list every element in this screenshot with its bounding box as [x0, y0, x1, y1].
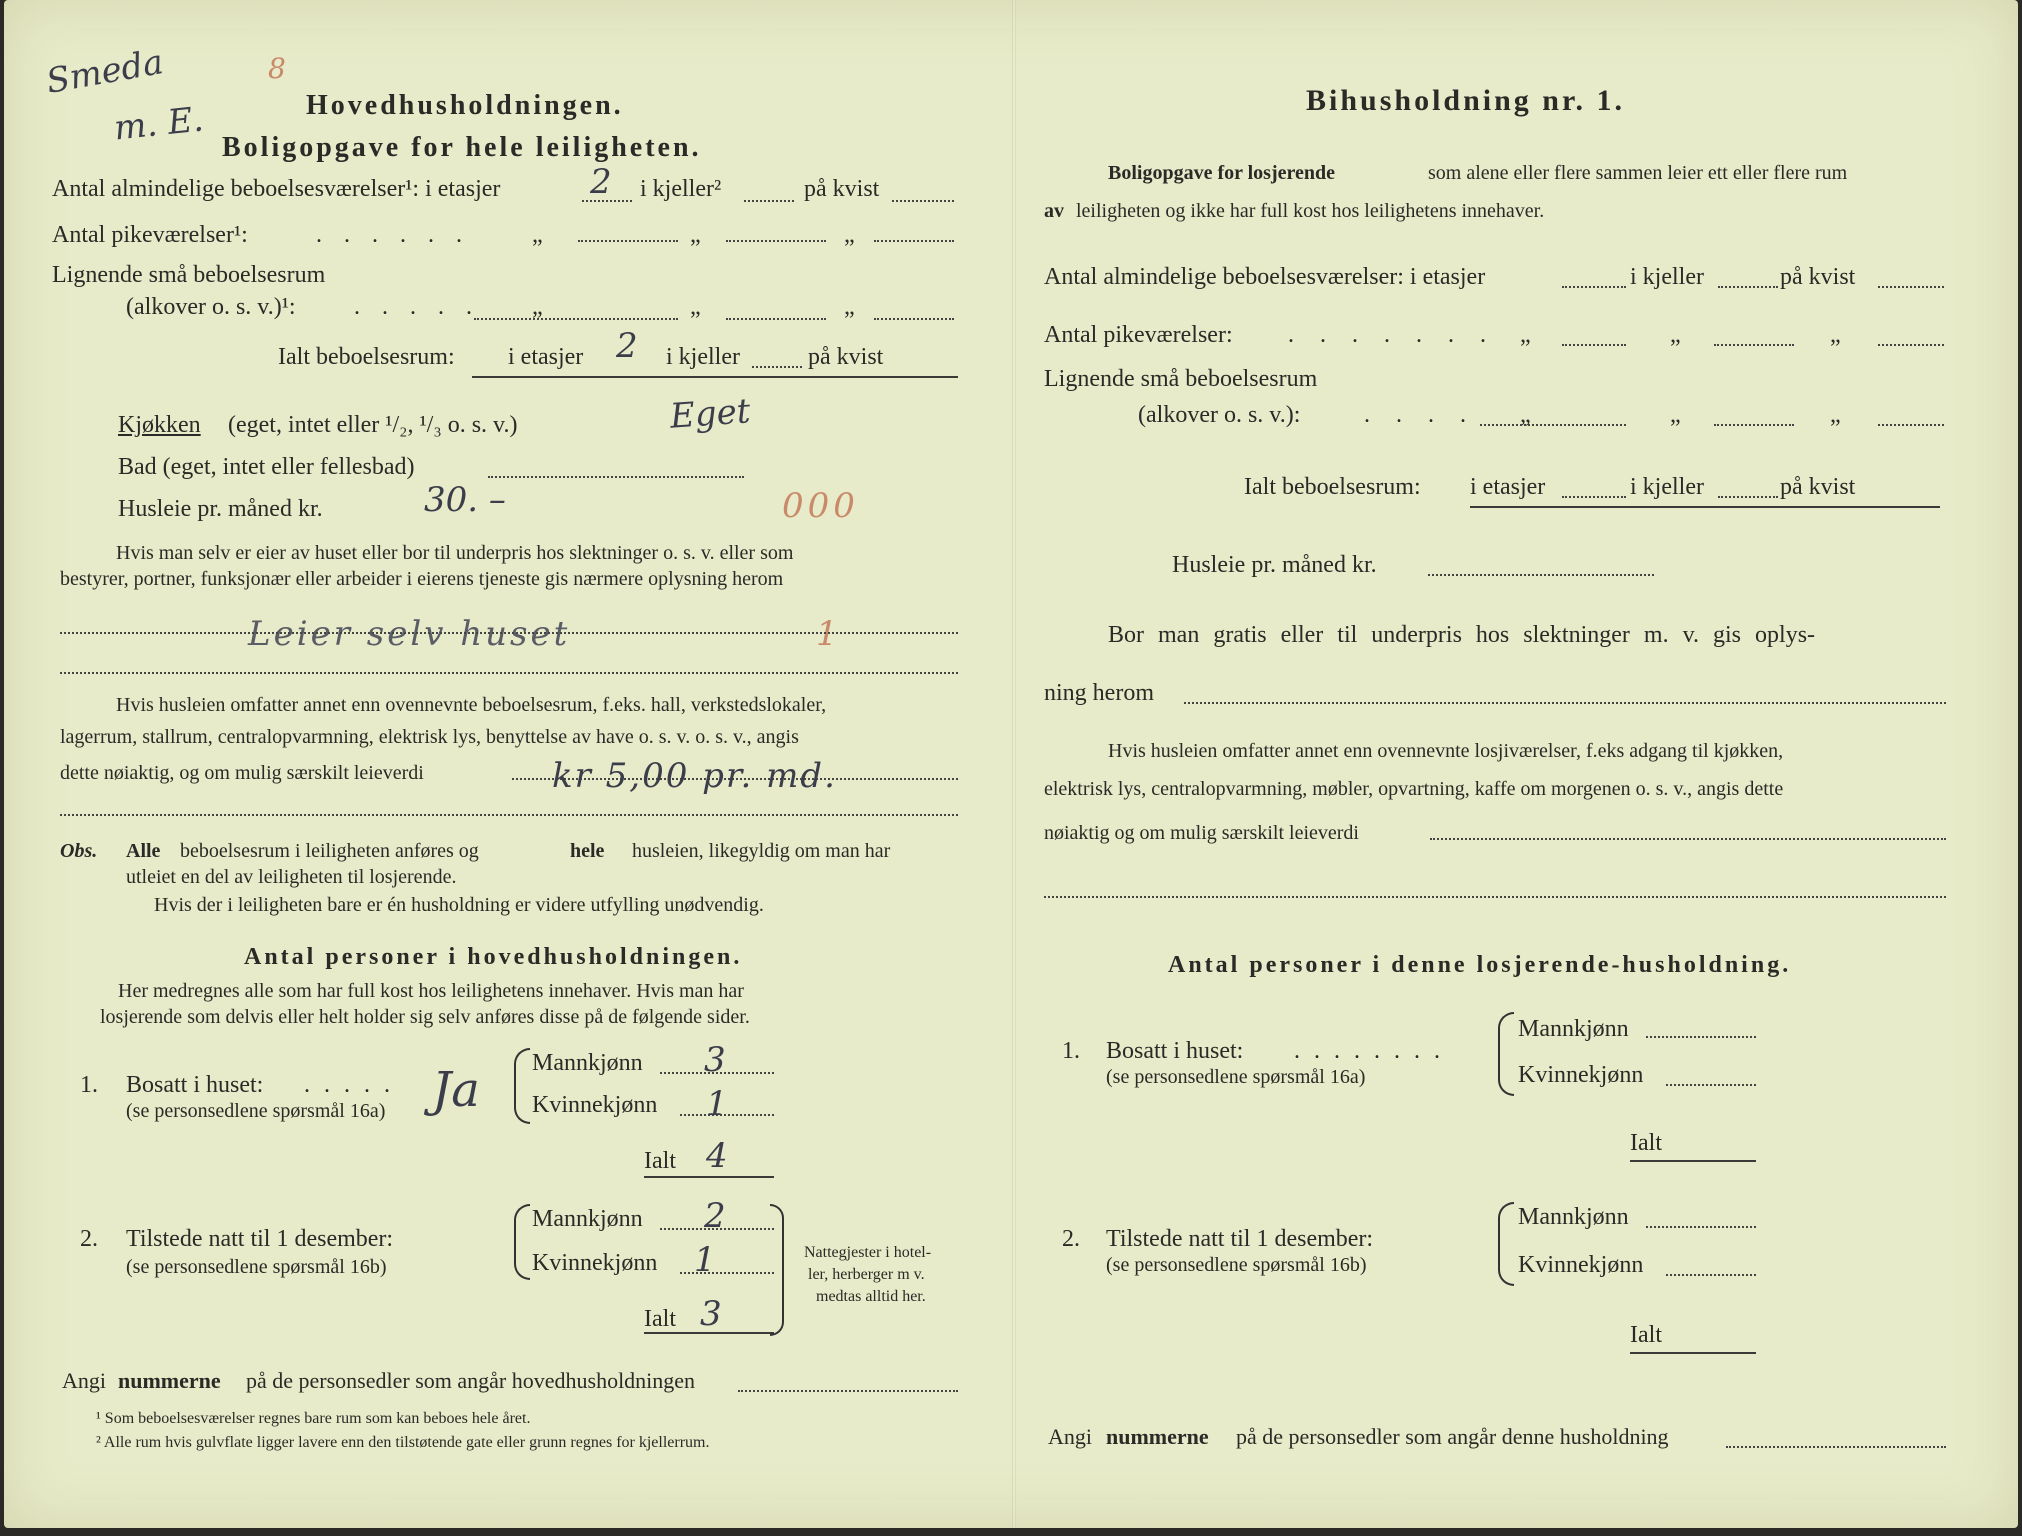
left-lign-q3: „: [844, 294, 855, 320]
left-antal-label: Antal almindelige beboelsesværelser¹: i etasjer: [52, 176, 501, 202]
left-nattegjester-1: Nattegjester i hotel-: [804, 1244, 932, 1261]
left-ialt-kjeller-line: [752, 366, 802, 368]
left-q2-kvinne: Kvinnekjønn: [532, 1250, 658, 1276]
left-ialt-kjeller: i kjeller: [666, 344, 740, 370]
handwritten-eier-red: 1: [816, 614, 838, 654]
left-angi-a: Angi: [62, 1368, 106, 1393]
left-ialt-label: Ialt beboelsesrum:: [278, 344, 455, 370]
left-husleie-label: Husleie pr. måned kr.: [118, 496, 323, 522]
left-omfatter-line-2: [60, 814, 958, 816]
left-q2-mann: Mannkjønn: [532, 1206, 643, 1232]
right-pike-line-3: [1878, 344, 1944, 346]
left-persons-note-2: losjerende som delvis eller helt holder sig selv anføres disse på de følgende sider.: [100, 1006, 750, 1028]
right-q2-kvinne-line: [1666, 1274, 1756, 1276]
left-ialt-etasjer: i etasjer: [508, 344, 584, 370]
left-eier-line-1: [60, 632, 958, 634]
right-q2-number: 2.: [1062, 1226, 1080, 1252]
left-q1-dots: . . . . .: [304, 1072, 394, 1098]
right-lign-line-2: [1714, 424, 1794, 426]
left-pike-q3: „: [844, 222, 855, 248]
left-q1-kvinne: Kvinnekjønn: [532, 1092, 658, 1118]
right-ialt-etasjer-line: [1562, 496, 1626, 498]
right-q1-dots: . . . . . . . .: [1294, 1038, 1444, 1064]
right-lign-label-2: (alkover o. s. v.):: [1138, 402, 1301, 428]
right-omfatter-3: nøiaktig og om mulig særskilt leieverdi: [1044, 822, 1359, 844]
left-q2-ialt: Ialt: [644, 1306, 676, 1332]
right-gratis-2: ning herom: [1044, 680, 1154, 706]
right-title: Bihusholdning nr. 1.: [1306, 84, 1626, 117]
left-lign-line-1: [474, 318, 678, 320]
left-q2-right-brace: [770, 1204, 784, 1336]
left-pike-line-1: [578, 240, 678, 242]
right-q1-kvinne: Kvinnekjønn: [1518, 1062, 1644, 1088]
handwritten-q1-kvinne: 1: [706, 1084, 728, 1124]
right-omfatter-line-2: [1044, 896, 1946, 898]
right-omfatter-line: [1430, 838, 1946, 840]
left-q1-number: 1.: [80, 1072, 98, 1098]
right-q2-ialt-line: [1630, 1352, 1756, 1354]
left-obs-3: Hvis der i leiligheten bare er én husholdning er videre utfylling unødvendig.: [154, 894, 764, 916]
left-lign-line-3: [874, 318, 954, 320]
right-pike-line-2: [1714, 344, 1794, 346]
right-lign-q1: „: [1520, 402, 1531, 428]
left-q2-sub: (se personsedlene spørsmål 16b): [126, 1256, 387, 1278]
right-q2-label: Tilstede natt til 1 desember:: [1106, 1226, 1374, 1252]
left-pike-line-2: [726, 240, 826, 242]
left-obs-1d: husleien, likegyldig om man har: [632, 840, 891, 862]
right-omfatter-2: elektrisk lys, centralopvarmning, møbler, opvartning, kaffe om morgenen o. s. v., angis dette: [1044, 778, 1784, 800]
left-nattegjester-3: medtas alltid her.: [816, 1288, 926, 1305]
right-ialt-kjeller-line: [1718, 496, 1778, 498]
handwritten-q1-ialt: 4: [706, 1136, 728, 1176]
left-antal-kvist: på kvist: [804, 176, 880, 202]
left-pike-dots: . . . . . .: [316, 222, 470, 248]
right-husleie-line: [1428, 574, 1654, 576]
left-pike-q1: „: [532, 222, 543, 248]
left-pike-label: Antal pikeværelser¹:: [52, 222, 248, 248]
left-lign-line-2: [726, 318, 826, 320]
left-persons-note-1: Her medregnes alle som har full kost hos leilighetens innehaver. Hvis man har: [118, 980, 744, 1002]
handwritten-leieverdi: kr 5,00 pr. md.: [552, 756, 837, 796]
right-ialt-underline: [1470, 506, 1940, 508]
right-q2-ialt: Ialt: [1630, 1322, 1662, 1348]
handwritten-q2-mann: 2: [704, 1196, 726, 1236]
left-antal-kvist-line: [892, 200, 954, 202]
right-ialt-kvist: på kvist: [1780, 474, 1856, 500]
left-subtitle: Boligopgave for hele leiligheten.: [222, 132, 702, 163]
left-lign-label-2: (alkover o. s. v.)¹:: [126, 294, 296, 320]
left-antal-kjeller-line: [744, 200, 794, 202]
left-q1-sub: (se personsedlene spørsmål 16a): [126, 1100, 386, 1122]
right-intro-rest: som alene eller flere sammen leier ett eller flere rum: [1428, 162, 1848, 184]
right-q2-sub: (se personsedlene spørsmål 16b): [1106, 1254, 1367, 1276]
right-angi-line: [1726, 1446, 1946, 1448]
handwritten-q2-ialt: 3: [700, 1294, 722, 1334]
right-persons-title: Antal personer i denne losjerende-husholdning.: [1168, 952, 1792, 978]
right-q1-sub: (se personsedlene spørsmål 16a): [1106, 1066, 1366, 1088]
right-pike-label: Antal pikeværelser:: [1044, 322, 1233, 348]
left-pike-q2: „: [690, 222, 701, 248]
right-lign-label-1: Lignende små beboelsesrum: [1044, 366, 1318, 392]
left-q1-ialt-line: [644, 1176, 774, 1178]
left-obs-2: utleiet en del av leiligheten til losjerende.: [126, 866, 457, 888]
right-q1-ialt: Ialt: [1630, 1130, 1662, 1156]
right-intro-av: av: [1044, 200, 1064, 222]
left-q2-brace: [514, 1204, 530, 1280]
right-intro-2: leiligheten og ikke har full kost hos leilighetens innehaver.: [1076, 200, 1545, 222]
left-nattegjester-2: ler, herberger m v.: [808, 1266, 925, 1283]
right-lign-line-3: [1878, 424, 1944, 426]
left-lign-q2: „: [690, 294, 701, 320]
right-q2-brace: [1498, 1202, 1514, 1286]
right-lign-line-1: [1480, 424, 1626, 426]
handwritten-corner-note: Smeda: [43, 42, 167, 102]
handwritten-q1-mann: 3: [704, 1040, 726, 1080]
handwritten-corner-note-2: m. E.: [112, 99, 206, 149]
right-pike-line-1: [1562, 344, 1626, 346]
left-angi-line: [738, 1390, 958, 1392]
left-lign-label-1: Lignende små beboelsesrum: [52, 262, 326, 288]
handwritten-corner-number: 8: [268, 52, 286, 85]
left-lign-dots: . . . . .: [354, 294, 480, 320]
left-antal-kjeller: i kjeller²: [640, 176, 722, 202]
handwritten-etasjer: 2: [590, 162, 612, 202]
right-pike-q1: „: [1520, 322, 1531, 348]
right-antal-label: Antal almindelige beboelsesværelser: i etasjer: [1044, 264, 1486, 290]
handwritten-eier: Leier selv huset: [248, 614, 571, 654]
left-q2-number: 2.: [80, 1226, 98, 1252]
right-lign-dots: . . . .: [1364, 402, 1476, 428]
right-omfatter-1: Hvis husleien omfatter annet enn ovennevnte losjiværelser, f.eks adgang til kjøkken,: [1108, 740, 1784, 762]
left-obs-alle: Alle: [126, 840, 161, 862]
right-antal-kjeller: i kjeller: [1630, 264, 1704, 290]
left-eier-line-2: [60, 672, 958, 674]
census-form-sheet: [4, 0, 2018, 1528]
left-bad-line: [488, 476, 744, 478]
right-q2-mann-line: [1646, 1226, 1756, 1228]
right-angi-b: nummerne: [1106, 1424, 1209, 1449]
right-q1-mann: Mannkjønn: [1518, 1016, 1629, 1042]
right-antal-etasjer-line: [1562, 286, 1626, 288]
left-lign-q1: „: [532, 294, 543, 320]
handwritten-kjokken: Eget: [668, 391, 752, 437]
left-eier-note-1: Hvis man selv er eier av huset eller bor til underpris hos slektninger o. s. v. eller som: [116, 542, 794, 564]
right-angi-c: på de personsedler som angår denne husholdning: [1236, 1424, 1669, 1449]
left-persons-title: Antal personer i hovedhusholdningen.: [244, 944, 743, 970]
left-kjokken-rest: (eget, intet eller ¹/₂, ¹/₃ o. s. v.): [228, 412, 518, 438]
right-ialt-label: Ialt beboelsesrum:: [1244, 474, 1421, 500]
left-omfatter-2: lagerrum, stallrum, centralopvarmning, elektrisk lys, benyttelse av have o. s. v. o. s. v., angis: [60, 726, 799, 748]
right-antal-kvist-line: [1878, 286, 1944, 288]
left-bad-label: Bad (eget, intet eller fellesbad): [118, 454, 415, 480]
left-q1-label: Bosatt i huset:: [126, 1072, 264, 1098]
left-obs-label: Obs.: [60, 840, 98, 862]
left-obs-hele: hele: [570, 840, 605, 862]
left-kjokken-word: Kjøkken: [118, 412, 201, 438]
left-q2-label: Tilstede natt til 1 desember:: [126, 1226, 394, 1252]
left-obs-1b: beboelsesrum i leiligheten anføres og: [180, 840, 479, 862]
right-angi-a: Angi: [1048, 1424, 1092, 1449]
left-footnote-2: ² Alle rum hvis gulvflate ligger lavere enn den tilstøtende gate eller grunn regnes for kjellerrum.: [96, 1434, 710, 1451]
left-ialt-kvist: på kvist: [808, 344, 884, 370]
left-angi-b: nummerne: [118, 1368, 221, 1393]
handwritten-q2-kvinne: 1: [694, 1240, 716, 1280]
right-antal-kjeller-line: [1718, 286, 1778, 288]
right-lign-q3: „: [1830, 402, 1841, 428]
right-q2-mann: Mannkjønn: [1518, 1204, 1629, 1230]
handwritten-ialt-etasjer: 2: [616, 326, 638, 366]
right-husleie-label: Husleie pr. måned kr.: [1172, 552, 1377, 578]
left-q1-mann: Mannkjønn: [532, 1050, 643, 1076]
left-angi-c: på de personsedler som angår hovedhusholdningen: [246, 1368, 696, 1393]
center-fold: [1012, 0, 1016, 1528]
left-q1-ialt: Ialt: [644, 1148, 676, 1174]
left-footnote-1: ¹ Som beboelsesværelser regnes bare rum som kan beboes hele året.: [96, 1410, 531, 1427]
right-q2-kvinne: Kvinnekjønn: [1518, 1252, 1644, 1278]
right-intro-bold: Boligopgave for losjerende: [1108, 162, 1336, 184]
right-antal-kvist: på kvist: [1780, 264, 1856, 290]
left-eier-note-2: bestyrer, portner, funksjonær eller arbeider i eierens tjeneste gis nærmere oplysning herom: [60, 568, 784, 590]
right-q1-kvinne-line: [1666, 1084, 1756, 1086]
left-omfatter-3: dette nøiaktig, og om mulig særskilt leieverdi: [60, 762, 424, 784]
left-ialt-underline: [472, 376, 958, 378]
right-lign-q2: „: [1670, 402, 1681, 428]
right-pike-q3: „: [1830, 322, 1841, 348]
right-pike-q2: „: [1670, 322, 1681, 348]
handwritten-ja: Ja: [432, 1062, 480, 1118]
right-ialt-kjeller: i kjeller: [1630, 474, 1704, 500]
right-q1-brace: [1498, 1012, 1514, 1096]
right-q1-ialt-line: [1630, 1160, 1756, 1162]
right-gratis-line: [1184, 702, 1946, 704]
left-pike-line-3: [874, 240, 954, 242]
right-gratis-1: Bor man gratis eller til underpris hos slektninger m. v. gis oplys-: [1108, 622, 1816, 648]
handwritten-husleie-red: 000: [782, 486, 859, 526]
right-q1-number: 1.: [1062, 1038, 1080, 1064]
right-q1-mann-line: [1646, 1036, 1756, 1038]
right-pike-dots: . . . . . . .: [1288, 322, 1496, 348]
left-title: Hovedhusholdningen.: [306, 90, 624, 121]
right-ialt-etasjer: i etasjer: [1470, 474, 1546, 500]
left-q1-brace: [514, 1048, 530, 1124]
handwritten-husleie: 30. –: [424, 480, 506, 520]
left-omfatter-1: Hvis husleien omfatter annet enn ovennevnte beboelsesrum, f.eks. hall, verkstedslokaler,: [116, 694, 827, 716]
right-q1-label: Bosatt i huset:: [1106, 1038, 1244, 1064]
